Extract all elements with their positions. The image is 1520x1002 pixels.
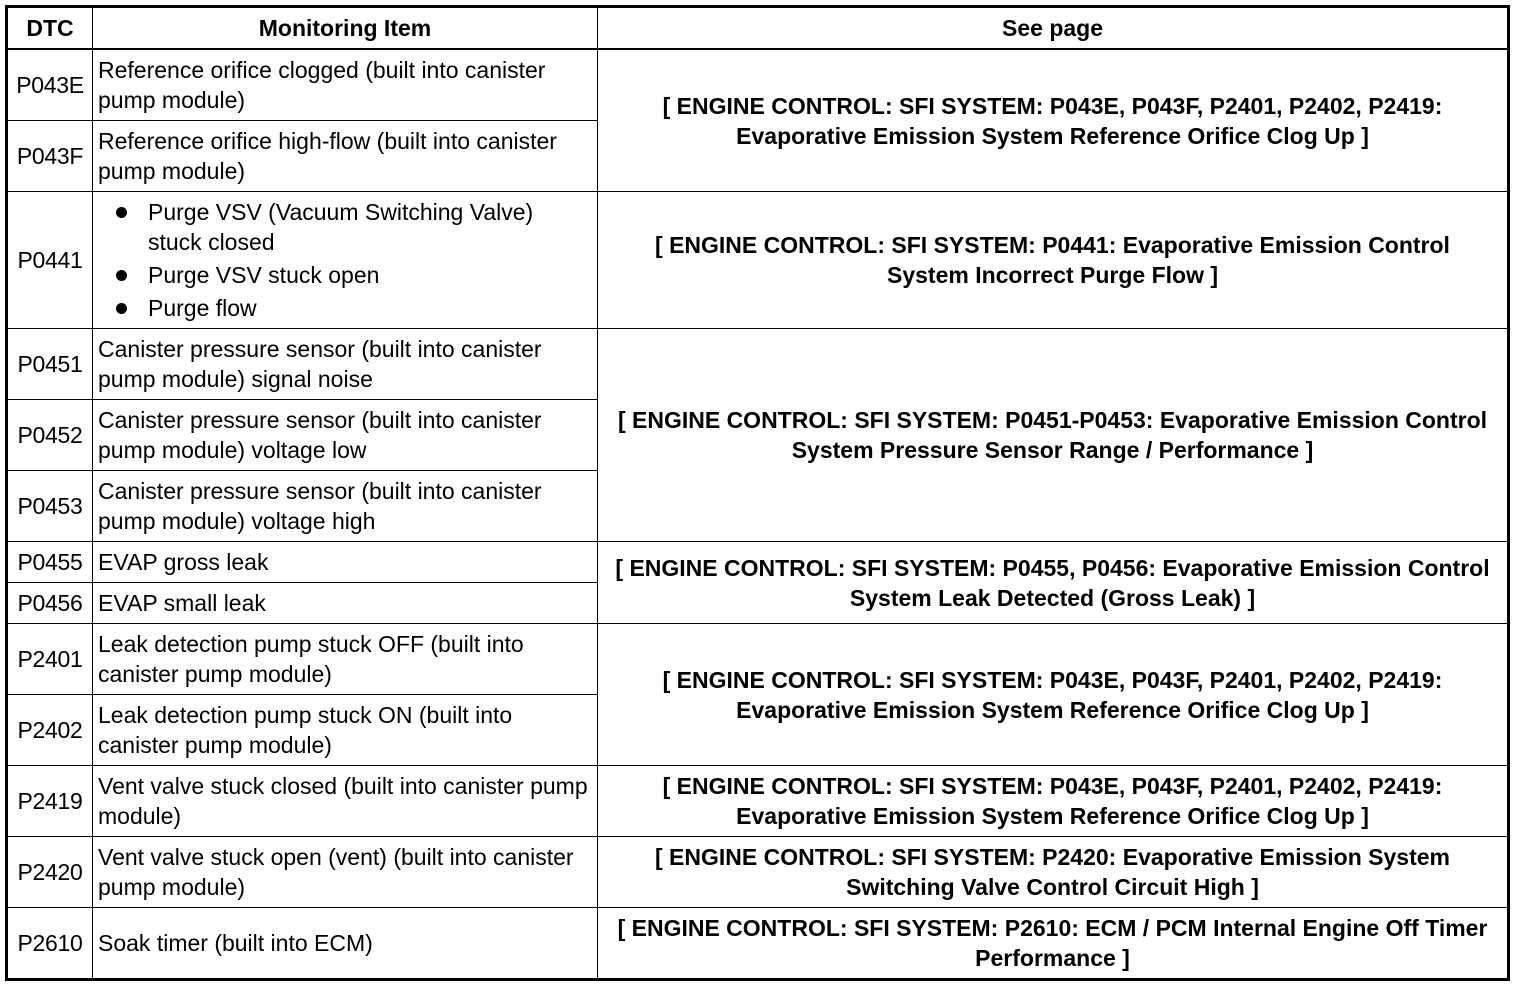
see-page-link[interactable]: [ ENGINE CONTROL: SFI SYSTEM: P0451-P0453: Evaporative Emission Control System Pressure Sensor Range / Performance ] bbox=[598, 329, 1509, 542]
table-row bbox=[7, 192, 1509, 329]
monitoring-item: EVAP gross leak bbox=[93, 542, 598, 583]
bullet-item: Purge flow bbox=[116, 293, 591, 323]
dtc-code: P2402 bbox=[7, 695, 93, 766]
monitoring-item: Canister pressure sensor (built into canister pump module) voltage high bbox=[93, 471, 598, 542]
header-monitoring-item: Monitoring Item bbox=[93, 7, 598, 50]
table-row bbox=[7, 908, 1509, 980]
table-row bbox=[7, 49, 1509, 121]
dtc-code: P2610 bbox=[7, 908, 93, 980]
table-row bbox=[7, 624, 1509, 695]
see-page-link[interactable]: [ ENGINE CONTROL: SFI SYSTEM: P2420: Evaporative Emission System Switching Valve Control Circuit High ] bbox=[598, 837, 1509, 908]
monitoring-item: Reference orifice clogged (built into canister pump module) bbox=[93, 49, 598, 121]
see-page-link[interactable]: [ ENGINE CONTROL: SFI SYSTEM: P2610: ECM / PCM Internal Engine Off Timer Performance ] bbox=[598, 908, 1509, 980]
bullet-item: Purge VSV (Vacuum Switching Valve) stuck closed bbox=[116, 197, 591, 257]
header-row bbox=[7, 7, 1509, 50]
dtc-code: P043F bbox=[7, 121, 93, 192]
header-see-page: See page bbox=[598, 7, 1509, 50]
monitoring-item: Vent valve stuck open (vent) (built into canister pump module) bbox=[93, 837, 598, 908]
monitoring-item: Leak detection pump stuck ON (built into canister pump module) bbox=[93, 695, 598, 766]
monitoring-item: Soak timer (built into ECM) bbox=[93, 908, 598, 980]
dtc-code: P2420 bbox=[7, 837, 93, 908]
table-row bbox=[7, 542, 1509, 583]
table-row bbox=[7, 766, 1509, 837]
table-row bbox=[7, 837, 1509, 908]
see-page-link[interactable]: [ ENGINE CONTROL: SFI SYSTEM: P0441: Evaporative Emission Control System Incorrect Purge Flow ] bbox=[598, 192, 1509, 329]
dtc-code: P0455 bbox=[7, 542, 93, 583]
dtc-code: P0452 bbox=[7, 400, 93, 471]
dtc-code: P043E bbox=[7, 49, 93, 121]
see-page-link[interactable]: [ ENGINE CONTROL: SFI SYSTEM: P043E, P043F, P2401, P2402, P2419: Evaporative Emission System Reference Orifice Clog Up ] bbox=[598, 624, 1509, 766]
monitoring-item: Canister pressure sensor (built into canister pump module) voltage low bbox=[93, 400, 598, 471]
dtc-code: P0456 bbox=[7, 583, 93, 624]
dtc-code: P0451 bbox=[7, 329, 93, 400]
monitoring-item bbox=[93, 192, 598, 329]
dtc-code: P0441 bbox=[7, 192, 93, 329]
table-row bbox=[7, 329, 1509, 400]
monitoring-item: Vent valve stuck closed (built into canister pump module) bbox=[93, 766, 598, 837]
dtc-code: P0453 bbox=[7, 471, 93, 542]
dtc-code: P2401 bbox=[7, 624, 93, 695]
see-page-link[interactable]: [ ENGINE CONTROL: SFI SYSTEM: P043E, P043F, P2401, P2402, P2419: Evaporative Emission System Reference Orifice Clog Up ] bbox=[598, 766, 1509, 837]
bullet-list bbox=[98, 197, 591, 323]
monitoring-item: Leak detection pump stuck OFF (built into canister pump module) bbox=[93, 624, 598, 695]
bullet-item: Purge VSV stuck open bbox=[116, 260, 591, 290]
monitoring-item: Canister pressure sensor (built into canister pump module) signal noise bbox=[93, 329, 598, 400]
monitoring-item: EVAP small leak bbox=[93, 583, 598, 624]
header-dtc: DTC bbox=[7, 7, 93, 50]
monitoring-item: Reference orifice high-flow (built into canister pump module) bbox=[93, 121, 598, 192]
dtc-table bbox=[5, 5, 1510, 981]
dtc-code: P2419 bbox=[7, 766, 93, 837]
see-page-link[interactable]: [ ENGINE CONTROL: SFI SYSTEM: P043E, P043F, P2401, P2402, P2419: Evaporative Emission System Reference Orifice Clog Up ] bbox=[598, 49, 1509, 192]
see-page-link[interactable]: [ ENGINE CONTROL: SFI SYSTEM: P0455, P0456: Evaporative Emission Control System Leak Detected (Gross Leak) ] bbox=[598, 542, 1509, 624]
